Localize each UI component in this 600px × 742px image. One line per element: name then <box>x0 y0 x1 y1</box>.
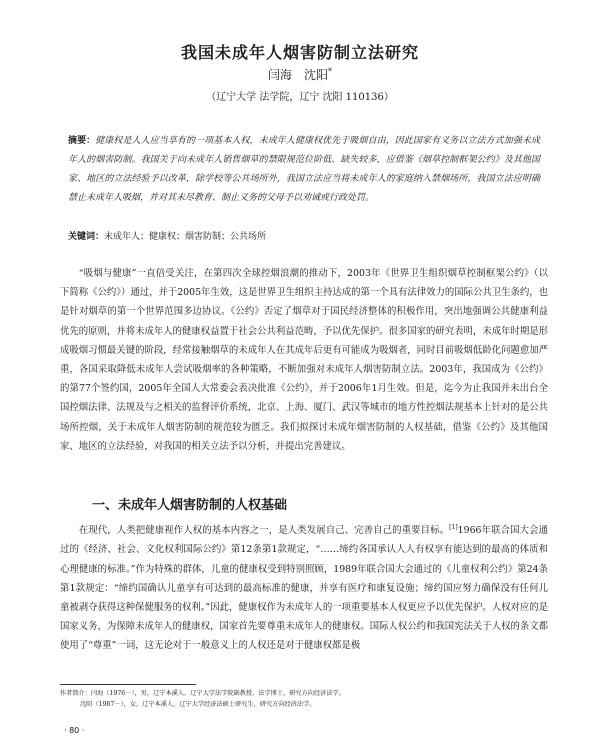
affiliation: （辽宁大学 法学院，辽宁 沈阳 110136） <box>206 92 394 103</box>
abstract-label: 摘要： <box>68 136 96 146</box>
section-heading: 一、未成年人烟害防制的人权基础 <box>92 498 288 513</box>
abstract-text: 健康权是人人应当享有的一项基本人权，未成年人健康权优先于吸烟自由，因此国家有义务以立法方式加强未成年人的烟害防制。我国关于向未成年人销售烟草的禁限规范位阶低、缺失较多，应借鉴《烟草控制框架公约》及其他国家、地区的立法经验予以改革，除学校等公共场所外，我国立法应当将未成年人的家庭纳入禁烟场所，我国立法应明确禁止未成年人吸烟，并对其未尽教育、制止义务的父母予以劝诫或行政处罚。 <box>68 136 540 203</box>
footnote-divider <box>60 684 196 685</box>
paragraph-text-rest: 1966年联合国大会通过的《经济、社会、文化权利国际公约》第12条第1款规定，“……缔约各国承认人人有权享有能达到的最高的体质和心理健康的标准。”作为特殊的群体，儿童的健康权受到特别照顾，1989年联合国大会通过的《儿童权利公约》第24条第1款规定：“缔约国确认儿童享有可达到的最高标准的健康，并享有医疗和康复设施；缔约国应努力确保没有任何儿童被剥夺获得这种保健服务的权利。”因此，健康权作为未成年人的一项重要基本人权更应予以优先保护。人权对应的是国家义务，为保障未成年人的健康权，国家首先要尊重未成年人的健康权。国际人权公约和我国宪法关于人权的条文都使用了“尊重”一词，这无论对于一般意义上的人权还是对于健康权都是极 <box>60 525 548 652</box>
paragraph-text-start: 在现代，人类把健康视作人权的基本内容之一，是人类发展自己、完善自己的重要目标。 <box>78 525 450 537</box>
author-line <box>0 66 600 83</box>
authors: 闫海 沈阳 <box>267 68 328 82</box>
abstract <box>68 132 540 208</box>
keywords-label: 关键词： <box>68 232 105 242</box>
intro-paragraph: “吸烟与健康”一直倍受关注，在第四次全球控烟浪潮的推动下，2003年《世界卫生组织烟草控制框架公约》（以下简称《公约》）通过，并于2005年生效，这是世界卫生组织主持达成的第一个具有法律效力的国际公共卫生条约，也是针对烟草的第一个世界范围多边协议。《公约》否定了烟草对于国民经济整体的积极作用，突出地强调公共健康利益优先的原则，并将未成年人的健康权益置于社会公共利益范畴，予以优先保护。很多国家的研究表明，未成年时期是形成吸烟习惯最关键的阶段，经常接触烟草的未成年人在其成年后更有可能成为吸烟者，同时目前吸烟低龄化问题愈加严重，各国采取降低未成年人尝试吸烟率的各种策略，不断加强对未成年人烟害防制立法。2003年，我国成为《公约》的第77个签约国，2005年全国人大常委会表决批准《公约》，并于2006年1月生效。但是，迄今为止我国并未出台全国控烟法律、法规及与之相关的监督评价系统，北京、上海、厦门、武汉等城市的地方性控烟法规基本上针对的是公共场所控烟，关于未成年人烟害防制的规范较为匮乏。我们拟探讨未成年烟害防制的人权基础，借鉴《公约》及其他国家、地区的立法经验，对我国的相关立法予以分析，并提出完善建议。 <box>60 268 548 452</box>
paper-title: 我国未成年人烟害防制立法研究 <box>180 43 419 62</box>
footnote-line-2: 沈阳（1987－），女，辽宁本溪人，辽宁大学经济法硕士研究生，研究方向经济法学。 <box>80 701 316 708</box>
page-number: · 80 · <box>64 726 85 735</box>
keywords <box>68 230 540 244</box>
section-paragraph <box>60 518 548 656</box>
author-footnote-mark: * <box>328 67 332 76</box>
author-footnote <box>60 688 548 710</box>
keywords-text: 未成年人；健康权；烟害防制；公共场所 <box>104 232 267 242</box>
citation-ref: [1] <box>449 524 458 531</box>
footnote-line-1: 作者简介：闫海（1976－），男，辽宁本溪人，辽宁大学法学院副教授，法学博士，研究方向经济法学。 <box>60 690 345 697</box>
